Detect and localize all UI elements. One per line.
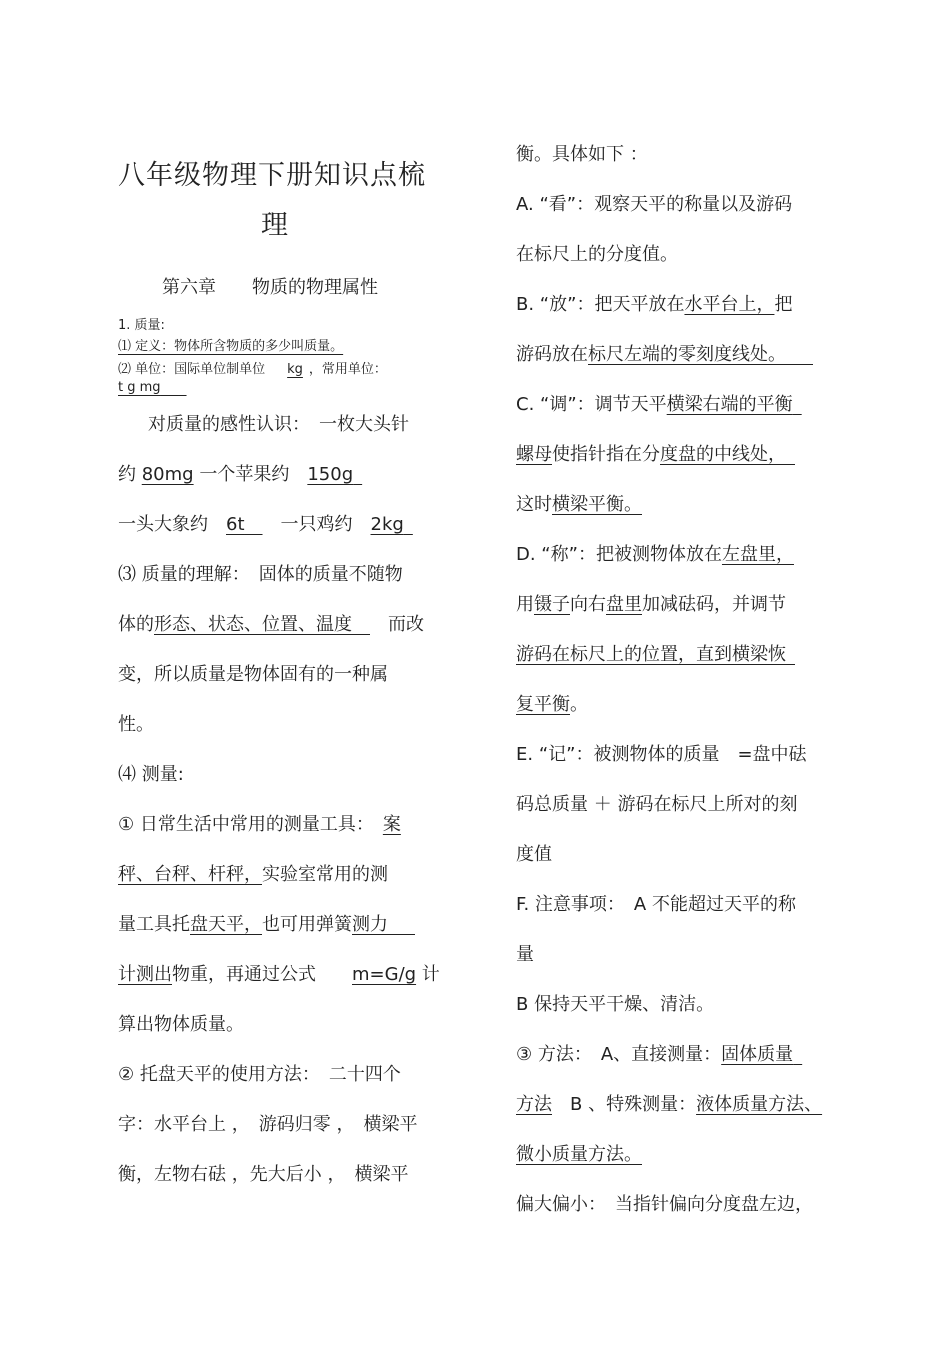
mass-units — [118, 358, 387, 377]
liquid-mass: 液体质量方法、 — [696, 1094, 823, 1115]
methods-3 — [516, 1143, 642, 1167]
apple-mass: 150g — [307, 464, 354, 485]
measure-tools-line-2 — [118, 863, 388, 887]
step-place — [516, 293, 792, 317]
perception-line: 对质量的感性认识： 一枚大头针 — [148, 414, 409, 435]
daily-tools: 秤、台秤、杆秤， — [118, 864, 262, 885]
doc-title-line2: 理 — [261, 210, 289, 241]
text: 一头大象约 — [118, 514, 226, 535]
text: 物重，再通过公式 — [172, 964, 352, 985]
step-adjust-2 — [516, 443, 795, 467]
understanding-line-3: 变，所以质量是物体固有的一种属 — [118, 664, 388, 685]
methods — [516, 1043, 802, 1067]
text: 加减砝码，并调节 — [642, 594, 786, 615]
understanding-line-4: 性。 — [118, 714, 154, 735]
text: 用 — [516, 594, 534, 615]
step-look: A. “看”：观察天平的称量以及游码 — [516, 194, 793, 215]
text: 约 — [118, 464, 142, 485]
text: 体的 — [118, 614, 154, 635]
understanding-line: ⑶ 质量的理解： 固体的质量不随物 — [118, 564, 403, 585]
balance-usage-line: ② 托盘天平的使用方法： 二十四个 — [118, 1064, 401, 1085]
text: 向右 — [570, 594, 606, 615]
level-table: 水平台上， — [684, 294, 775, 315]
rider-position: 游码在标尺上的位置， — [516, 644, 696, 665]
lab-tool: 盘天平， — [190, 914, 262, 935]
notes-3: B 保持天平干燥、清洁。 — [516, 994, 715, 1015]
tweezers: 镊子 — [534, 594, 570, 615]
definition-text: ⑴ 定义：物体所含物质的多少叫质量。 — [118, 339, 344, 354]
text: 。 — [570, 694, 588, 715]
balance-nut: 横梁右端的平衡 — [666, 394, 793, 415]
text: 把 — [774, 294, 793, 315]
method: 方法 — [516, 1094, 552, 1115]
text: D. “称”：把被测物体放在 — [516, 544, 722, 565]
center-line: 度盘的中线处， — [660, 444, 786, 465]
step-weigh — [516, 543, 794, 567]
step-record-3: 度值 — [516, 844, 552, 865]
doc-title-line1: 八年级物理下册知识点梳 — [118, 160, 426, 191]
mass-definition — [118, 335, 343, 354]
perception-line-3 — [118, 513, 413, 537]
mass-heading: 1. 质量: — [118, 318, 165, 333]
balance-usage-line-2: 字：水平台上 ， 游码归零 ， 横梁平 — [118, 1114, 418, 1135]
text: 计 — [416, 964, 440, 985]
bias-line: 偏大偏小： 当指针偏向分度盘左边， — [516, 1194, 813, 1215]
text: 游码放在 — [516, 344, 588, 365]
step-weigh-3 — [516, 643, 795, 667]
zero-mark: 标尺左端的零刻度线处。 — [588, 344, 786, 365]
text: 实验室常用的测 — [262, 864, 388, 885]
text: ① 日常生活中常用的测量工具： — [118, 814, 383, 835]
measure-tools-line — [118, 813, 401, 837]
measure-tools-line-4 — [118, 963, 440, 987]
measure-tools-line-5: 算出物体质量。 — [118, 1014, 244, 1035]
formula: m=G/g — [352, 964, 417, 985]
nut: 螺母 — [516, 444, 552, 465]
text: 一只鸡约 — [262, 514, 371, 535]
units-label: ⑵ 单位：国际单位制单位 — [118, 362, 266, 377]
tool-text: 案 — [382, 814, 401, 835]
until-beam: 直到横梁恢 — [696, 644, 786, 665]
rebalance: 复平衡 — [516, 694, 570, 715]
elephant-mass: 6t — [226, 514, 245, 535]
text: 量工具托 — [118, 914, 190, 935]
step-adjust — [516, 393, 802, 417]
understanding-line-2 — [118, 613, 424, 637]
right-pan: 盘里 — [606, 594, 642, 615]
step-look-2: 在标尺上的分度值。 — [516, 244, 678, 265]
measure-tools-line-3 — [118, 913, 415, 937]
text: ③ 方法： A、直接测量： — [516, 1044, 722, 1065]
si-unit: kg — [287, 362, 303, 377]
solid-mass: 固体质量 — [721, 1044, 794, 1065]
invariant-properties: 形态、状态、位置、温度 — [154, 614, 352, 635]
text: 一个苹果约 — [193, 464, 308, 485]
common-units-value: t g mg — [118, 380, 161, 395]
notes: F. 注意事项： A 不能超过天平的称 — [516, 894, 796, 915]
step-weigh-2 — [516, 593, 786, 617]
text: 也可用弹簧 — [262, 914, 352, 935]
perception-line-2 — [118, 463, 362, 487]
text: 这时 — [516, 494, 552, 515]
text: C. “调”：调节天平 — [516, 394, 667, 415]
step-place-2 — [516, 343, 813, 367]
text: 使指针指在分 — [552, 444, 660, 465]
pin-mass: 80mg — [141, 464, 194, 485]
balance-usage-line-3: 衡，左物右砝 ，先大后小 ， 横梁平 — [118, 1164, 409, 1185]
step-weigh-4 — [516, 693, 588, 717]
methods-2 — [516, 1093, 822, 1117]
common-units — [118, 380, 187, 395]
step-record: E. “记”：被测物体的质量 =盘中砝 — [516, 744, 807, 765]
text: B. “放”：把天平放在 — [516, 294, 685, 315]
chicken-mass: 2kg — [370, 514, 404, 535]
balance-intro: 衡。具体如下 ： — [516, 144, 648, 165]
measurement-heading: ⑷ 测量: — [118, 764, 184, 785]
step-adjust-3 — [516, 493, 642, 517]
text: 而改 — [370, 614, 424, 635]
small-mass: 微小质量方法。 — [516, 1144, 642, 1165]
beam-balanced: 横梁平衡。 — [552, 494, 642, 515]
text: B 、特殊测量： — [552, 1094, 697, 1115]
spring-scale-cont: 计测出 — [118, 964, 172, 985]
step-record-2: 码总质量 ＋ 游码在标尺上所对的刻 — [516, 794, 798, 815]
left-pan: 左盘里， — [721, 544, 794, 565]
spring-scale: 测力 — [352, 914, 388, 935]
chapter-heading: 第六章 物质的物理属性 — [162, 277, 378, 298]
notes-2: 量 — [516, 944, 534, 965]
common-units-label: ，常用单位： — [308, 362, 387, 377]
